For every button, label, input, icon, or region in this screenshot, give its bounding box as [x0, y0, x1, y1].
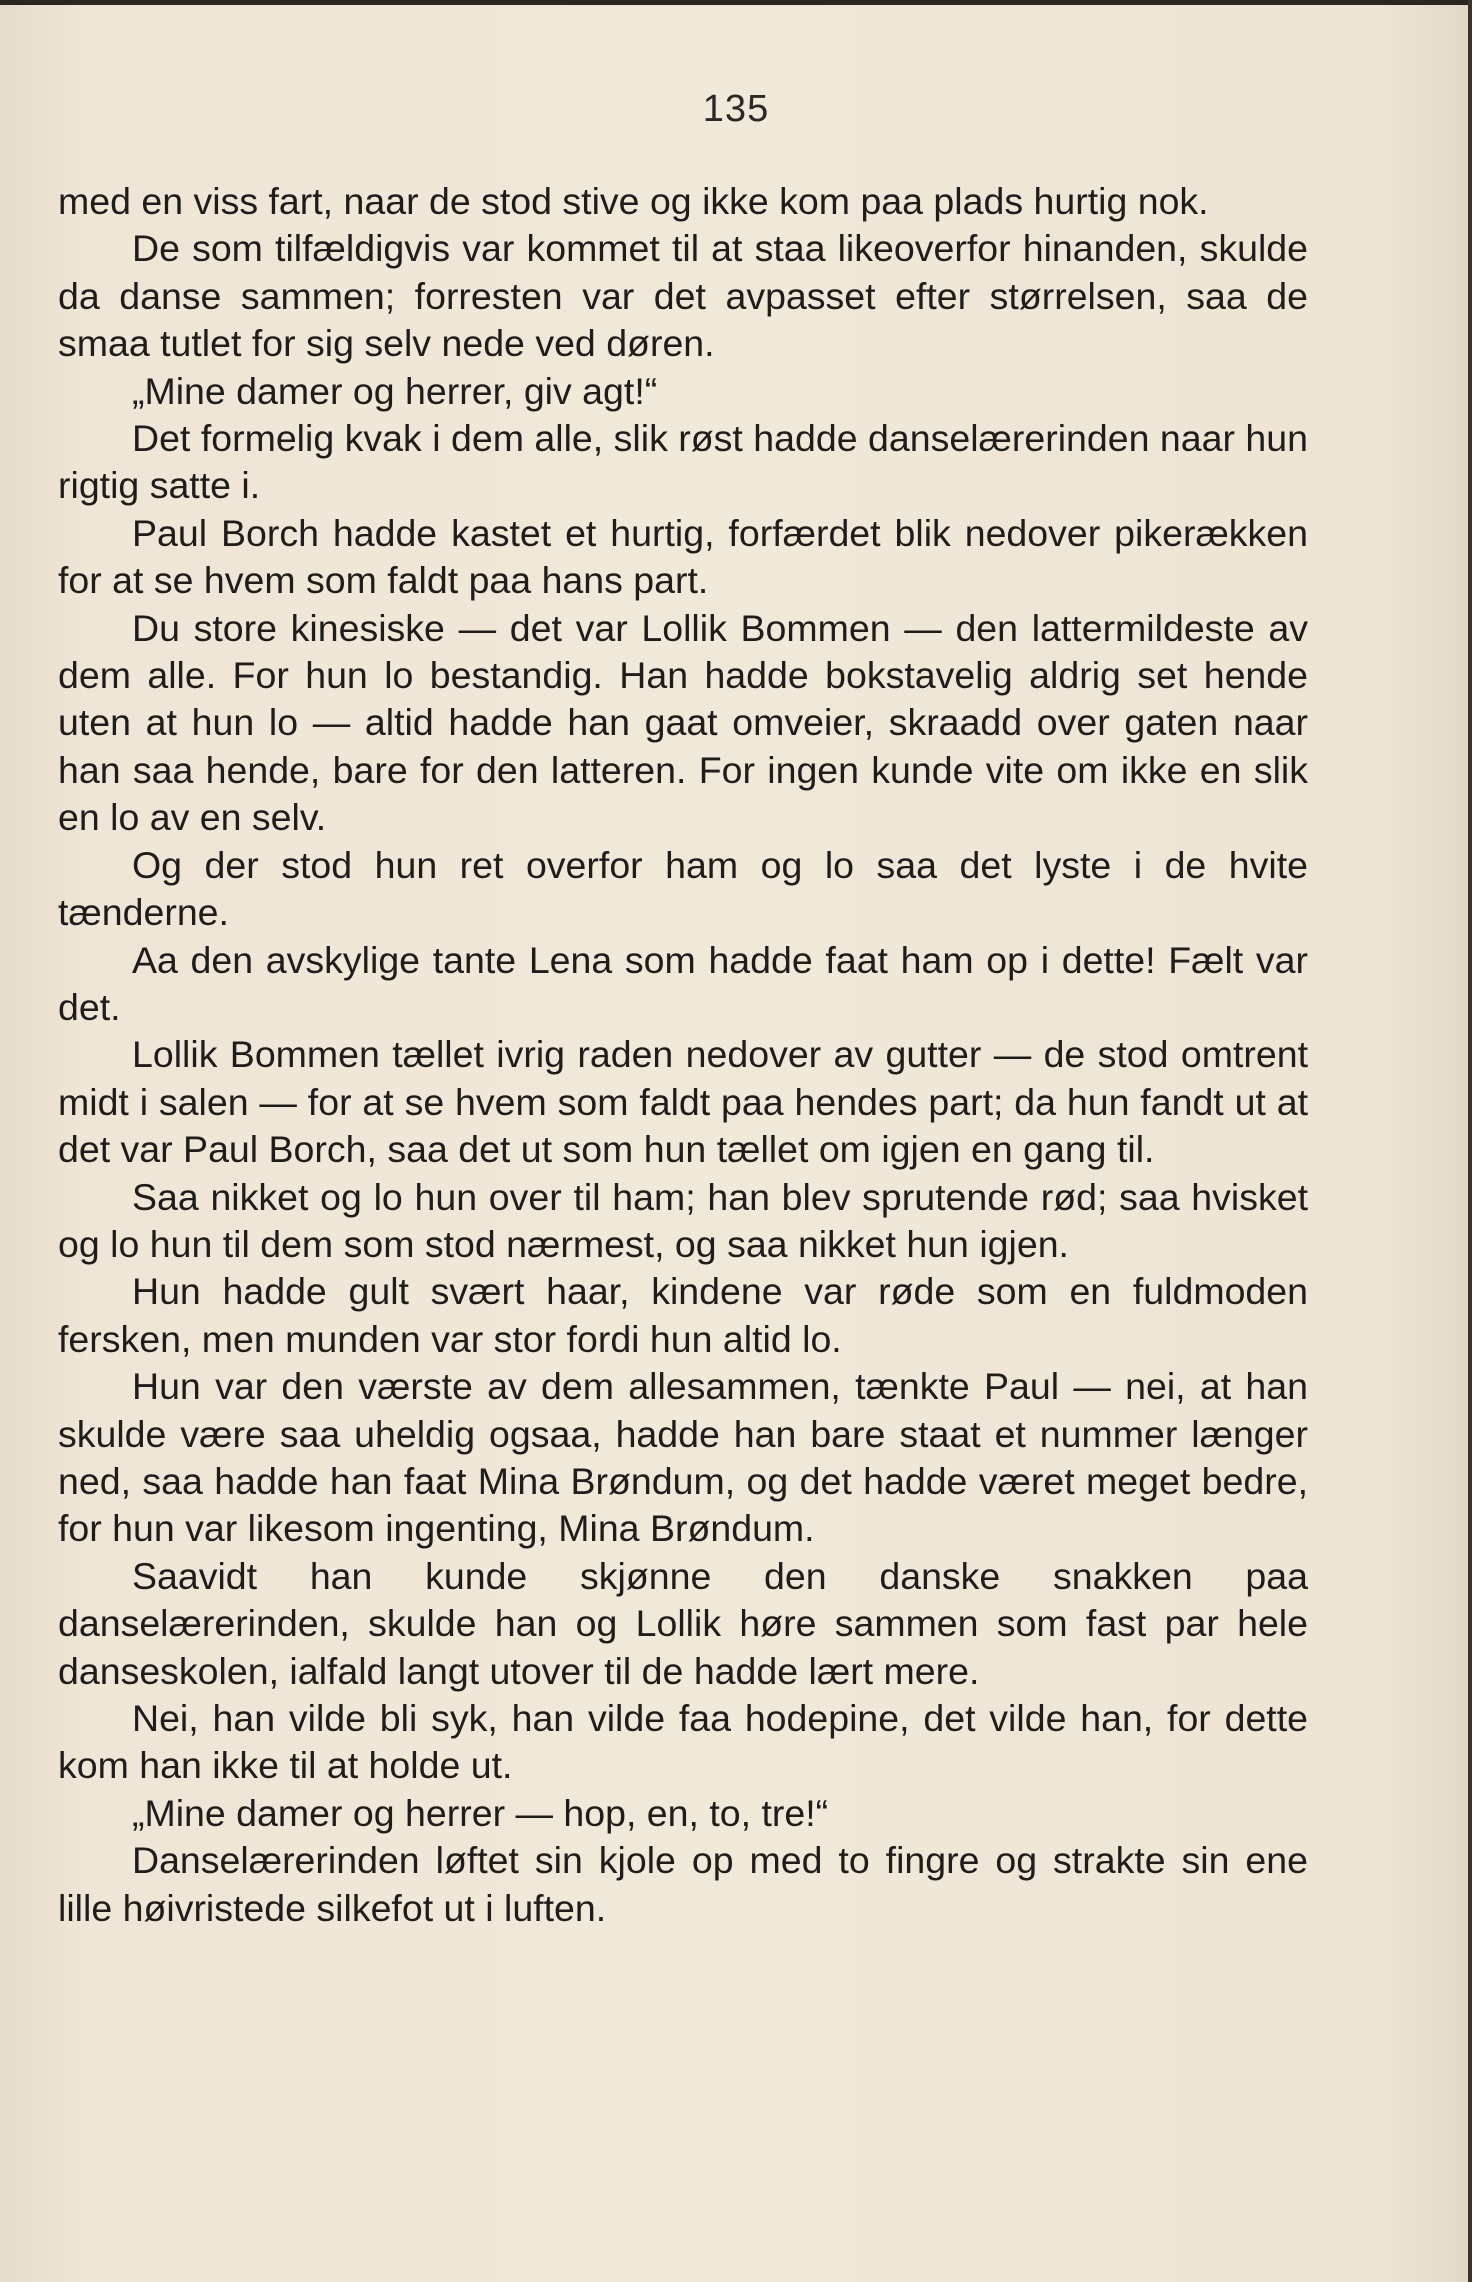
paragraph: Saavidt han kunde skjønne den danske snakken paa danselærerinden, skulde han og Lollik høre sammen som fast par hele danseskolen, ialfald langt utover til de hadde lært mere. — [58, 1554, 1308, 1692]
paragraph: Saa nikket og lo hun over til ham; han blev sprutende rød; saa hvisket og lo hun til dem som stod nærmest, og saa nikket hun igjen. — [58, 1175, 1308, 1265]
paragraph: Det formelig kvak i dem alle, slik røst hadde danselærerinden naar hun rigtig satte i. — [58, 417, 1308, 507]
paragraph: „Mine damer og herrer — hop, en, to, tre!“ — [132, 1791, 829, 1834]
page-number: 135 — [702, 88, 770, 130]
paragraph: Du store kinesiske — det var Lollik Bommen — den lattermildeste av dem alle. For hun lo bestandig. Han hadde bokstavelig aldrig set hende uten at hun lo — altid hadde han gaat omveier, skraadd over gaten naar han saa hende, bare for den latteren. For ingen kunde vite om ikke en slik en lo av en selv. — [58, 606, 1308, 839]
paragraph: Lollik Bommen tællet ivrig raden nedover av gutter — de stod omtrent midt i salen — for at se hvem som faldt paa hendes part; da hun fandt ut at det var Paul Borch, saa det ut som hun tællet om igjen en gang til. — [58, 1033, 1308, 1171]
paragraph: med en viss fart, naar de stod stive og ikke kom paa plads hurtig nok. — [58, 180, 1209, 222]
paragraph: Danselærerinden løftet sin kjole op med to fingre og strakte sin ene lille høivristede silkefot ut i luften. — [58, 1839, 1308, 1929]
paragraph: Hun hadde gult svært haar, kindene var røde som en fuldmoden fersken, men munden var stor fordi hun altid lo. — [58, 1270, 1308, 1360]
scan-edge-top — [0, 0, 1472, 5]
paragraph: Hun var den værste av dem allesammen, tænkte Paul — nei, at han skulde være saa uheldig ogsaa, hadde han bare staat et nummer længer ned, saa hadde han faat Mina Brøndum, og det hadde været meget bedre, for hun var likesom ingenting, Mina Brøndum. — [58, 1365, 1308, 1550]
body-text — [58, 178, 1308, 1932]
paragraph: Aa den avskylige tante Lena som hadde faat ham op i dette! Fælt var det. — [58, 938, 1308, 1028]
paragraph: „Mine damer og herrer, giv agt!“ — [132, 369, 658, 412]
scan-edge-right — [1468, 0, 1472, 2282]
paragraph: De som tilfældigvis var kommet til at staa likeoverfor hinanden, skulde da danse sammen; forresten var det avpasset efter størrelsen, saa de smaa tutlet for sig selv nede ved døren. — [58, 227, 1308, 365]
paragraph: Og der stod hun ret overfor ham og lo saa det lyste i de hvite tænderne. — [58, 843, 1308, 934]
paragraph: Paul Borch hadde kastet et hurtig, forfærdet blik nedover pikerækken for at se hvem som faldt paa hans part. — [58, 511, 1308, 602]
paragraph: Nei, han vilde bli syk, han vilde faa hodepine, det vilde han, for dette kom han ikke til at holde ut. — [58, 1697, 1308, 1787]
